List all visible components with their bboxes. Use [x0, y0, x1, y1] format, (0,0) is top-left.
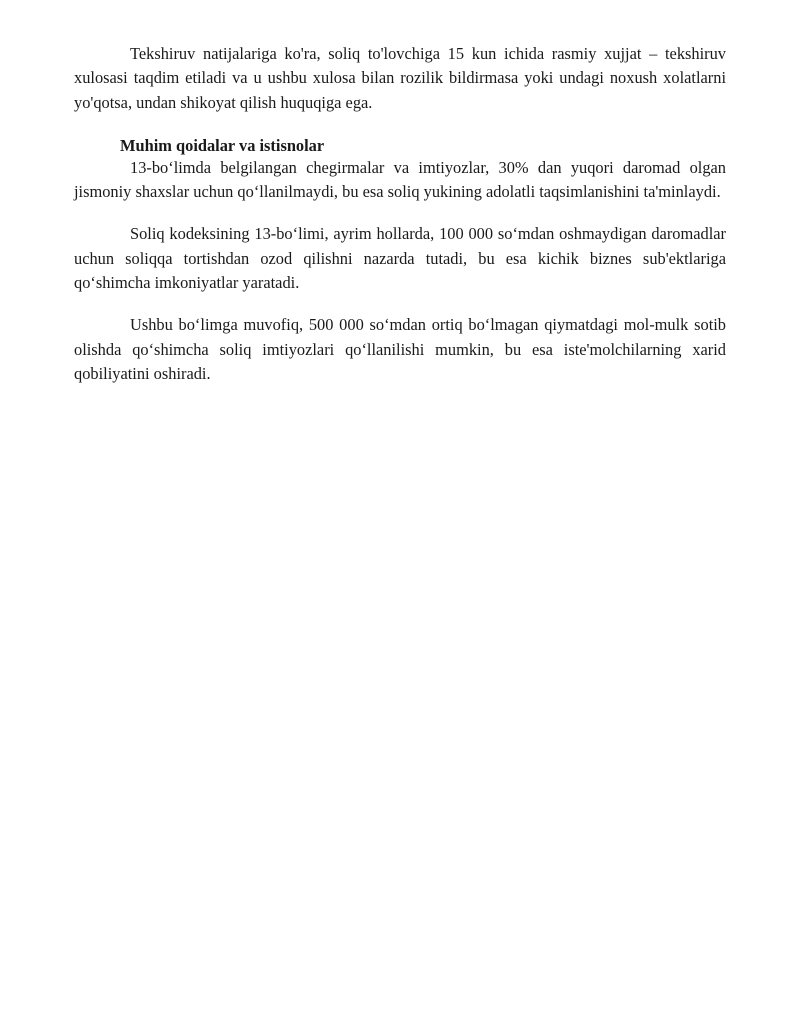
paragraph-property-benefits: Ushbu bo‘limga muvofiq, 500 000 so‘mdan ortiq bo‘lmagan qiymatdagi mol-mulk sotib olishda qo‘shimcha soliq imtiyozlari qo‘llanilishi mumkin, bu esa iste'molchilarning xarid qobiliyatini oshiradi.	[74, 315, 726, 383]
section-heading: Muhim qoidalar va istisnolar	[120, 135, 325, 155]
document-body	[74, 42, 726, 386]
paragraph-deductions: 13-bo‘limda belgilangan chegirmalar va imtiyozlar, 30% dan yuqori daromad olgan jismoniy shaxslar uchun qo‘llanilmaydi, bu esa soliq yukining adolatli taqsimlanishini ta'minlaydi.	[74, 157, 726, 202]
paragraph-exemption: Soliq kodeksining 13-bo‘limi, ayrim hollarda, 100 000 so‘mdan oshmaydigan daromadlar uchun soliqqa tortishdan ozod qilishni nazarda tutadi, bu esa kichik biznes sub'ektlariga qo‘shimcha imkoniyatlar yaratadi.	[74, 224, 726, 293]
paragraph-inspection-results: Tekshiruv natijalariga ko'ra, soliq to'lovchiga 15 kun ichida rasmiy xujjat – tekshiruv xulosasi taqdim etiladi va u ushbu xulosa bilan rozilik bildirmasa yoki undagi noxush xolatlarni yo'qotsa, undan shikoyat qilish huquqiga ega.	[74, 44, 726, 112]
